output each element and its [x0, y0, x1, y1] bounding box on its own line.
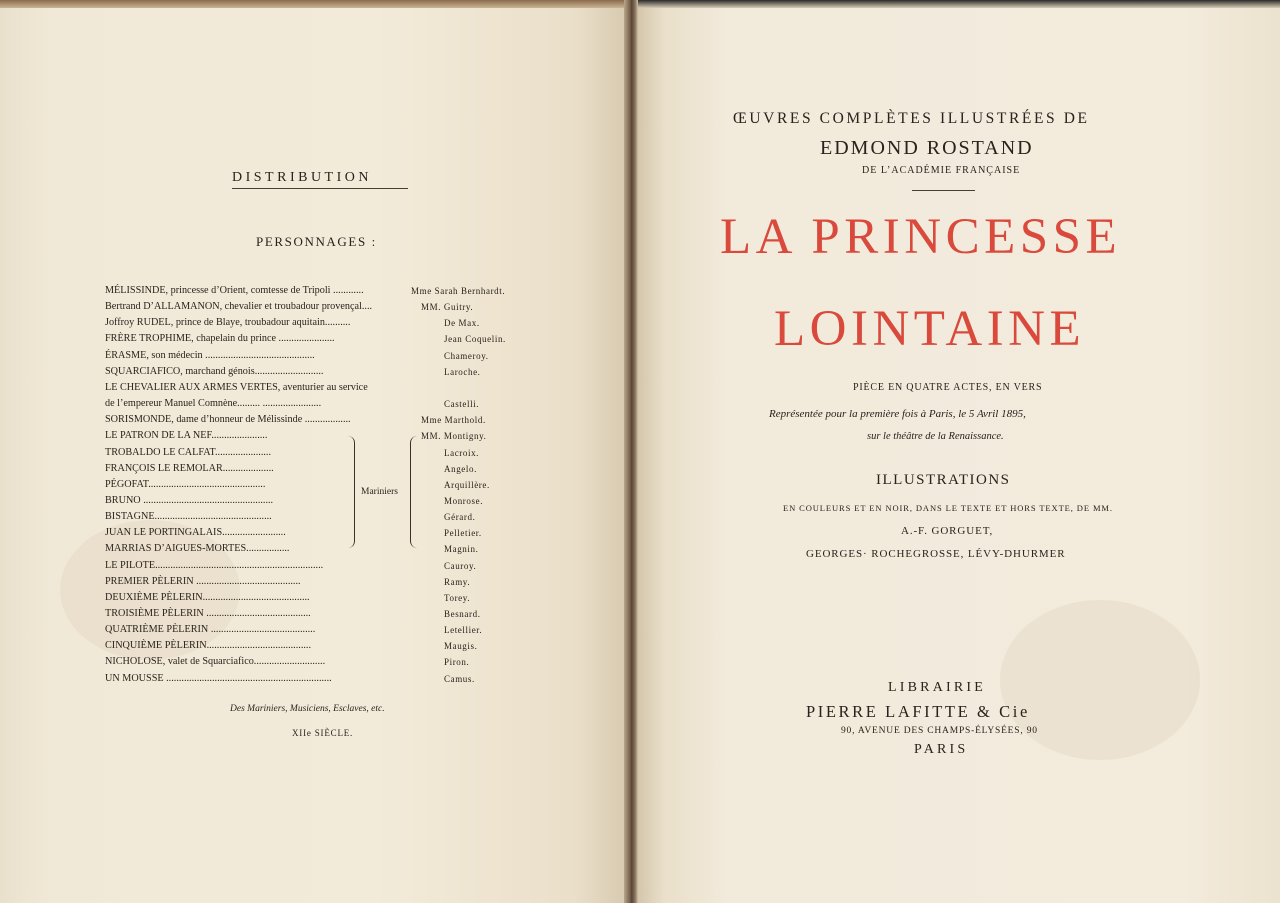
- left-page-top-edge: [0, 0, 624, 8]
- colour-note: EN COULEURS ET EN NOIR, DANS LE TEXTE ET HORS TEXTE, DE MM.: [783, 503, 1113, 513]
- left-brace: [348, 436, 355, 548]
- series-title: ŒUVRES COMPLÈTES ILLUSTRÉES DE: [733, 110, 1090, 127]
- book-title-line-2: LOINTAINE: [774, 301, 1086, 357]
- cast-actor: Piron.: [444, 657, 470, 668]
- piece-description: PIÈCE EN QUATRE ACTES, EN VERS: [853, 382, 1043, 393]
- cast-actor: Letellier.: [444, 625, 483, 636]
- cast-role: MÉLISSINDE, princesse d’Orient, comtesse de Tripoli ............: [105, 285, 364, 296]
- cast-actor: Chameroy.: [444, 350, 489, 361]
- heading-underline: [232, 188, 408, 189]
- cast-row: [105, 331, 545, 347]
- illustrations-heading: ILLUSTRATIONS: [876, 472, 1011, 488]
- cast-role: TROBALDO LE CALFAT......................: [105, 446, 272, 458]
- artists-line-2: GEORGES· ROCHEGROSSE, LÉVY-DHURMER: [806, 548, 1066, 560]
- cast-actor: Castelli.: [444, 399, 480, 410]
- cast-role: QUATRIÈME PÈLERIN .........................................: [105, 624, 316, 636]
- cast-role: UN MOUSSE .................................................................: [105, 672, 332, 684]
- cast-row: [105, 299, 545, 315]
- book-gutter: [624, 0, 638, 903]
- theatre-note: sur le théâtre de la Renaissance.: [867, 431, 1004, 442]
- paper-stain: [1000, 600, 1200, 760]
- book-title-line-1: LA PRINCESSE: [720, 209, 1122, 265]
- cast-actor: Ramy.: [444, 576, 471, 587]
- cast-role: SORISMONDE, dame d’honneur de Mélissinde ..................: [105, 414, 351, 426]
- cast-actor: Lacroix.: [444, 447, 480, 458]
- cast-row: [105, 574, 545, 590]
- cast-row: [105, 525, 545, 541]
- cast-row: [105, 445, 545, 461]
- cast-row: [105, 380, 545, 396]
- author-name: EDMOND ROSTAND: [820, 137, 1034, 159]
- right-brace: [410, 436, 417, 548]
- cast-actor: MM. Guitry.: [421, 302, 474, 313]
- cast-actor: Monrose.: [444, 495, 484, 506]
- cast-row: [105, 461, 545, 477]
- right-page-top-edge: [638, 0, 1280, 8]
- cast-actor: Angelo.: [444, 463, 477, 474]
- cast-row: [105, 606, 545, 622]
- publisher-name: PIERRE LAFITTE & Cie: [806, 702, 1030, 721]
- cast-role: ÉRASME, son médecin ...........................................: [105, 349, 315, 361]
- cast-row: [105, 364, 545, 380]
- distribution-heading: DISTRIBUTION: [232, 170, 372, 185]
- cast-actor: Mme Sarah Bernhardt.: [411, 286, 506, 296]
- cast-row: [105, 509, 545, 525]
- cast-actor: Magnin.: [444, 544, 479, 555]
- cast-role: PREMIER PÈLERIN .........................................: [105, 575, 301, 587]
- cast-role: LE CHEVALIER AUX ARMES VERTES, aventurier au service: [105, 381, 368, 393]
- mariniers-label: Mariniers: [361, 487, 398, 497]
- cast-row: [105, 283, 545, 299]
- cast-row: [105, 558, 545, 574]
- cast-row: [105, 493, 545, 509]
- cast-row: [105, 654, 545, 670]
- cast-row: [105, 671, 545, 687]
- cast-row: [105, 541, 545, 557]
- cast-role: DEUXIÈME PÈLERIN..........................................: [105, 591, 310, 603]
- cast-actor: Camus.: [444, 673, 475, 684]
- cast-actor: De Max.: [444, 318, 480, 329]
- century-note: XIIe SIÈCLE.: [292, 728, 354, 738]
- cast-row: [105, 396, 545, 412]
- cast-role: FRÈRE TROPHIME, chapelain du prince ......................: [105, 333, 335, 345]
- academie-line: DE L’ACADÉMIE FRANÇAISE: [862, 165, 1021, 176]
- cast-row: [105, 622, 545, 638]
- cast-role: LE PILOTE..................................................................: [105, 559, 324, 571]
- publisher-address: 90, AVENUE DES CHAMPS-ÉLYSÉES, 90: [841, 726, 1038, 736]
- cast-role: LE PATRON DE LA NEF......................: [105, 430, 268, 442]
- cast-actor: Besnard.: [444, 609, 481, 619]
- cast-role: FRANÇOIS LE REMOLAR....................: [105, 462, 274, 474]
- cast-actor: Arquillère.: [444, 479, 490, 490]
- cast-actor: Jean Coquelin.: [444, 334, 506, 345]
- cast-row: [105, 315, 545, 331]
- cast-actor: Torey.: [444, 592, 471, 603]
- cast-actor: Pelletier.: [444, 528, 482, 539]
- cast-row: [105, 412, 545, 428]
- cast-row: [105, 428, 545, 444]
- cast-role: TROISIÈME PÈLERIN .........................................: [105, 608, 311, 619]
- cast-row: [105, 590, 545, 606]
- cast-role: NICHOLOSE, valet de Squarciafico............................: [105, 656, 326, 668]
- cast-row: [105, 348, 545, 364]
- extras-note: Des Mariniers, Musiciens, Esclaves, etc.: [230, 704, 385, 714]
- cast-role: PÉGOFAT..............................................: [105, 478, 266, 490]
- cast-role: de l’empereur Manuel Comnène......... .......................: [105, 398, 322, 410]
- right-page: [638, 0, 1280, 903]
- cast-role: MARRIAS D’AIGUES-MORTES.................: [105, 543, 290, 555]
- cast-row: [105, 638, 545, 654]
- cast-role: SQUARCIAFICO, marchand génois...........................: [105, 365, 324, 377]
- premiere-note: Représentée pour la première fois à Paris, le 5 Avril 1895,: [769, 408, 1026, 420]
- cast-row: [105, 477, 545, 493]
- publisher-city: PARIS: [914, 742, 969, 757]
- librairie-label: LIBRAIRIE: [888, 680, 987, 695]
- cast-role: Bertrand D’ALLAMANON, chevalier et troubadour provençal....: [105, 301, 373, 313]
- cast-role: Joffroy RUDEL, prince de Blaye, troubadour aquitain..........: [105, 317, 351, 329]
- title-rule: [912, 190, 975, 191]
- cast-role: BISTAGNE..............................................: [105, 511, 272, 523]
- cast-actor: Laroche.: [444, 366, 481, 377]
- personnages-heading: PERSONNAGES :: [256, 234, 377, 249]
- cast-actor: Gérard.: [444, 512, 476, 523]
- cast-role: JUAN LE PORTINGALAIS.........................: [105, 527, 286, 539]
- cast-actor: Mme Marthold.: [421, 415, 486, 426]
- cast-actor: Cauroy.: [444, 560, 477, 571]
- cast-actor: Maugis.: [444, 641, 478, 652]
- cast-role: BRUNO ...................................................: [105, 494, 274, 506]
- artists-line-1: A.-F. GORGUET,: [901, 525, 994, 537]
- cast-actor: MM. Montigny.: [421, 431, 487, 442]
- cast-role: CINQUIÈME PÈLERIN.........................................: [105, 640, 312, 652]
